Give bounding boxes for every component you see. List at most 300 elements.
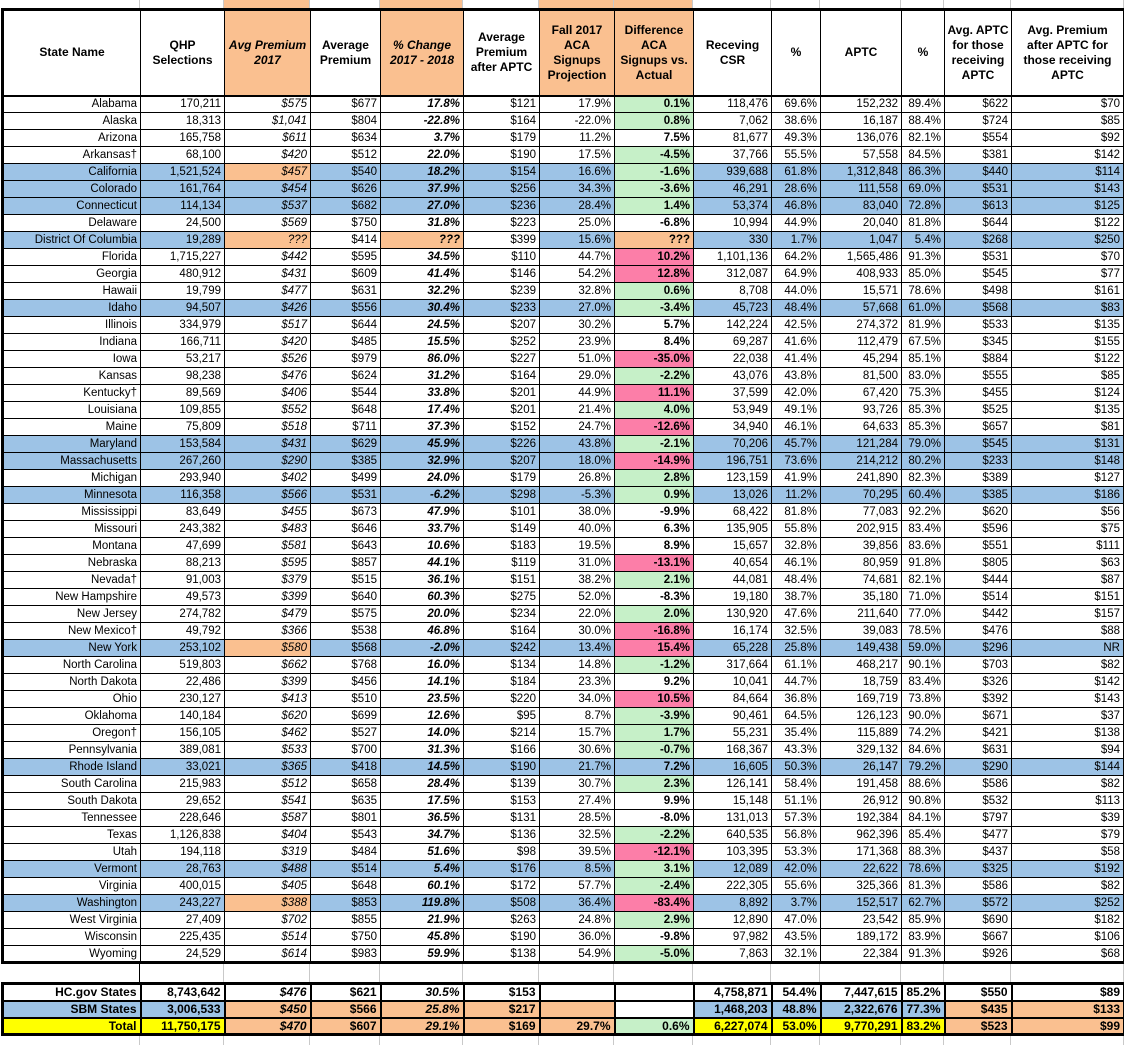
cell-csrpct[interactable]: 47.6% bbox=[772, 606, 821, 623]
cell-avgprem[interactable]: $456 bbox=[311, 674, 381, 691]
cell-fall[interactable]: 36.4% bbox=[540, 895, 615, 912]
cell-qhp[interactable]: 243,227 bbox=[141, 895, 225, 912]
cell-diff[interactable]: -2.2% bbox=[615, 827, 694, 844]
cell-afteraptc[interactable]: $119 bbox=[464, 555, 540, 572]
cell-aptc[interactable]: 45,294 bbox=[821, 351, 902, 368]
cell-afteraptc[interactable]: $201 bbox=[464, 385, 540, 402]
cell-avgaptc[interactable]: $797 bbox=[945, 810, 1012, 827]
col-header-state[interactable]: State Name bbox=[3, 10, 141, 96]
cell-fall[interactable]: 44.7% bbox=[540, 249, 615, 266]
cell-aptc[interactable]: 22,622 bbox=[821, 861, 902, 878]
cell-fall[interactable]: 23.9% bbox=[540, 334, 615, 351]
cell-csr[interactable]: 317,664 bbox=[694, 657, 772, 674]
cell-csrpct[interactable]: 42.0% bbox=[772, 861, 821, 878]
cell-afteraptc[interactable]: $153 bbox=[464, 984, 540, 1001]
cell-qhp[interactable]: 3,006,533 bbox=[141, 1001, 225, 1018]
cell-premafter[interactable]: $122 bbox=[1012, 351, 1124, 368]
cell-avg2017[interactable]: $552 bbox=[225, 402, 311, 419]
cell-afteraptc[interactable]: $101 bbox=[464, 504, 540, 521]
cell-csrpct[interactable]: 64.2% bbox=[772, 249, 821, 266]
cell-pctchange[interactable]: 33.8% bbox=[381, 385, 464, 402]
cell-diff[interactable]: -14.9% bbox=[615, 453, 694, 470]
cell-avgprem[interactable]: $635 bbox=[311, 793, 381, 810]
cell-aptc[interactable]: 136,076 bbox=[821, 130, 902, 147]
cell-csr[interactable]: 84,664 bbox=[694, 691, 772, 708]
cell-diff[interactable]: 2.9% bbox=[615, 912, 694, 929]
cell-aptcpct[interactable]: 83.4% bbox=[902, 521, 945, 538]
cell-avg2017[interactable]: $526 bbox=[225, 351, 311, 368]
cell-aptcpct[interactable]: 92.2% bbox=[902, 504, 945, 521]
cell-aptcpct[interactable]: 82.3% bbox=[902, 470, 945, 487]
cell-state[interactable]: Maryland bbox=[3, 436, 141, 453]
cell-csr[interactable]: 37,766 bbox=[694, 147, 772, 164]
cell-pctchange[interactable]: 5.4% bbox=[381, 861, 464, 878]
cell-avg2017[interactable]: $476 bbox=[225, 984, 311, 1001]
cell-pctchange[interactable]: 14.0% bbox=[381, 725, 464, 742]
cell-premafter[interactable]: $155 bbox=[1012, 334, 1124, 351]
col-header-avgaptc[interactable]: Avg. APTC for those receiving APTC bbox=[945, 10, 1012, 96]
cell-premafter[interactable]: $85 bbox=[1012, 113, 1124, 130]
cell-diff[interactable]: 2.0% bbox=[615, 606, 694, 623]
cell-aptc[interactable]: 35,180 bbox=[821, 589, 902, 606]
cell-avgaptc[interactable]: $440 bbox=[945, 164, 1012, 181]
cell-aptcpct[interactable]: 78.6% bbox=[902, 861, 945, 878]
cell-avg2017[interactable]: $476 bbox=[225, 368, 311, 385]
cell-afteraptc[interactable]: $179 bbox=[464, 130, 540, 147]
cell-diff[interactable]: 2.1% bbox=[615, 572, 694, 589]
cell-qhp[interactable]: 47,699 bbox=[141, 538, 225, 555]
cell-state[interactable]: Minnesota bbox=[3, 487, 141, 504]
cell-aptcpct[interactable]: 84.5% bbox=[902, 147, 945, 164]
cell-csr[interactable]: 34,940 bbox=[694, 419, 772, 436]
cell-aptc[interactable]: 112,479 bbox=[821, 334, 902, 351]
cell-avg2017[interactable]: $420 bbox=[225, 334, 311, 351]
cell-aptcpct[interactable]: 78.5% bbox=[902, 623, 945, 640]
cell-aptc[interactable]: 115,889 bbox=[821, 725, 902, 742]
cell-state[interactable]: Indiana bbox=[3, 334, 141, 351]
cell-csr[interactable]: 22,038 bbox=[694, 351, 772, 368]
cell-state[interactable]: Utah bbox=[3, 844, 141, 861]
cell-afteraptc[interactable]: $201 bbox=[464, 402, 540, 419]
cell-qhp[interactable]: 116,358 bbox=[141, 487, 225, 504]
cell-qhp[interactable]: 230,127 bbox=[141, 691, 225, 708]
cell-qhp[interactable]: 8,743,642 bbox=[141, 984, 225, 1001]
cell-aptcpct[interactable]: 81.8% bbox=[902, 215, 945, 232]
cell-csr[interactable]: 70,206 bbox=[694, 436, 772, 453]
cell-qhp[interactable]: 22,486 bbox=[141, 674, 225, 691]
cell-avg2017[interactable]: $512 bbox=[225, 776, 311, 793]
cell-pctchange[interactable]: 18.2% bbox=[381, 164, 464, 181]
cell-afteraptc[interactable]: $164 bbox=[464, 623, 540, 640]
cell-state[interactable]: Colorado bbox=[3, 181, 141, 198]
cell-qhp[interactable]: 215,983 bbox=[141, 776, 225, 793]
cell-afteraptc[interactable]: $154 bbox=[464, 164, 540, 181]
cell-aptc[interactable]: 329,132 bbox=[821, 742, 902, 759]
cell-avg2017[interactable]: $404 bbox=[225, 827, 311, 844]
cell-afteraptc[interactable]: $152 bbox=[464, 419, 540, 436]
cell-fall[interactable]: 24.8% bbox=[540, 912, 615, 929]
cell-premafter[interactable]: $250 bbox=[1012, 232, 1124, 249]
cell-avgaptc[interactable]: $532 bbox=[945, 793, 1012, 810]
cell-pctchange[interactable]: 30.4% bbox=[381, 300, 464, 317]
cell-pctchange[interactable]: 17.8% bbox=[381, 96, 464, 113]
cell-avgprem[interactable]: $648 bbox=[311, 878, 381, 895]
cell-avgaptc[interactable]: $437 bbox=[945, 844, 1012, 861]
cell-aptc[interactable]: 23,542 bbox=[821, 912, 902, 929]
cell-csrpct[interactable]: 43.8% bbox=[772, 368, 821, 385]
cell-avgaptc[interactable]: $657 bbox=[945, 419, 1012, 436]
cell-premafter[interactable]: $94 bbox=[1012, 742, 1124, 759]
cell-pctchange[interactable]: 46.8% bbox=[381, 623, 464, 640]
cell-premafter[interactable]: $143 bbox=[1012, 691, 1124, 708]
cell-fall[interactable]: -22.0% bbox=[540, 113, 615, 130]
cell-fall[interactable]: 22.0% bbox=[540, 606, 615, 623]
cell-csr[interactable]: 123,159 bbox=[694, 470, 772, 487]
cell-diff[interactable]: -2.4% bbox=[615, 878, 694, 895]
cell-fall[interactable]: 15.7% bbox=[540, 725, 615, 742]
cell-state[interactable]: Montana bbox=[3, 538, 141, 555]
cell-aptcpct[interactable]: 90.8% bbox=[902, 793, 945, 810]
cell-csrpct[interactable]: 44.7% bbox=[772, 674, 821, 691]
cell-aptc[interactable]: 22,384 bbox=[821, 946, 902, 963]
cell-pctchange[interactable]: 3.7% bbox=[381, 130, 464, 147]
cell-avgprem[interactable]: $556 bbox=[311, 300, 381, 317]
cell-fall[interactable] bbox=[540, 984, 615, 1001]
cell-avgaptc[interactable]: $525 bbox=[945, 402, 1012, 419]
cell-diff[interactable]: 0.9% bbox=[615, 487, 694, 504]
cell-premafter[interactable]: $77 bbox=[1012, 266, 1124, 283]
cell-qhp[interactable]: 1,521,524 bbox=[141, 164, 225, 181]
cell-aptcpct[interactable]: 91.3% bbox=[902, 946, 945, 963]
cell-pctchange[interactable]: ??? bbox=[381, 232, 464, 249]
cell-avgaptc[interactable]: $596 bbox=[945, 521, 1012, 538]
cell-afteraptc[interactable]: $239 bbox=[464, 283, 540, 300]
cell-avgprem[interactable]: $855 bbox=[311, 912, 381, 929]
cell-fall[interactable]: 17.9% bbox=[540, 96, 615, 113]
cell-afteraptc[interactable]: $223 bbox=[464, 215, 540, 232]
cell-avg2017[interactable]: $662 bbox=[225, 657, 311, 674]
cell-pctchange[interactable]: 41.4% bbox=[381, 266, 464, 283]
cell-state[interactable]: Connecticut bbox=[3, 198, 141, 215]
cell-csr[interactable]: 8,892 bbox=[694, 895, 772, 912]
cell-csrpct[interactable]: 48.8% bbox=[772, 1001, 821, 1018]
cell-qhp[interactable]: 480,912 bbox=[141, 266, 225, 283]
cell-fall[interactable]: 44.9% bbox=[540, 385, 615, 402]
cell-avg2017[interactable]: $450 bbox=[225, 1001, 311, 1018]
cell-csrpct[interactable]: 25.8% bbox=[772, 640, 821, 657]
cell-avgprem[interactable]: $499 bbox=[311, 470, 381, 487]
cell-avgprem[interactable]: $646 bbox=[311, 521, 381, 538]
cell-afteraptc[interactable]: $183 bbox=[464, 538, 540, 555]
cell-aptcpct[interactable]: 88.4% bbox=[902, 113, 945, 130]
cell-csrpct[interactable]: 54.4% bbox=[772, 984, 821, 1001]
cell-premafter[interactable]: $70 bbox=[1012, 96, 1124, 113]
cell-avg2017[interactable]: $454 bbox=[225, 181, 311, 198]
cell-avg2017[interactable]: $541 bbox=[225, 793, 311, 810]
cell-premafter[interactable]: $89 bbox=[1012, 984, 1124, 1001]
cell-state[interactable]: New Hampshire bbox=[3, 589, 141, 606]
cell-csrpct[interactable]: 47.0% bbox=[772, 912, 821, 929]
cell-avgprem[interactable]: $640 bbox=[311, 589, 381, 606]
cell-qhp[interactable]: 89,569 bbox=[141, 385, 225, 402]
cell-avgaptc[interactable]: $523 bbox=[945, 1018, 1012, 1035]
cell-aptc[interactable]: 70,295 bbox=[821, 487, 902, 504]
cell-csrpct[interactable]: 81.8% bbox=[772, 504, 821, 521]
cell-csrpct[interactable]: 64.5% bbox=[772, 708, 821, 725]
cell-avgprem[interactable]: $515 bbox=[311, 572, 381, 589]
cell-qhp[interactable]: 68,100 bbox=[141, 147, 225, 164]
cell-aptcpct[interactable]: 77.3% bbox=[902, 1001, 945, 1018]
cell-avgprem[interactable]: $512 bbox=[311, 147, 381, 164]
cell-afteraptc[interactable]: $275 bbox=[464, 589, 540, 606]
cell-fall[interactable]: 17.5% bbox=[540, 147, 615, 164]
cell-csr[interactable]: 43,076 bbox=[694, 368, 772, 385]
cell-csr[interactable]: 16,174 bbox=[694, 623, 772, 640]
cell-avgaptc[interactable]: $325 bbox=[945, 861, 1012, 878]
cell-aptc[interactable]: 15,571 bbox=[821, 283, 902, 300]
cell-avgaptc[interactable]: $545 bbox=[945, 436, 1012, 453]
cell-afteraptc[interactable]: $399 bbox=[464, 232, 540, 249]
cell-afteraptc[interactable]: $190 bbox=[464, 759, 540, 776]
cell-aptcpct[interactable]: 85.0% bbox=[902, 266, 945, 283]
cell-avg2017[interactable]: $413 bbox=[225, 691, 311, 708]
cell-qhp[interactable]: 243,382 bbox=[141, 521, 225, 538]
cell-avgaptc[interactable]: $671 bbox=[945, 708, 1012, 725]
cell-csr[interactable]: 1,468,203 bbox=[694, 1001, 772, 1018]
cell-csrpct[interactable]: 48.4% bbox=[772, 572, 821, 589]
cell-avgprem[interactable]: $540 bbox=[311, 164, 381, 181]
cell-afteraptc[interactable]: $236 bbox=[464, 198, 540, 215]
cell-diff[interactable]: 8.9% bbox=[615, 538, 694, 555]
cell-afteraptc[interactable]: $110 bbox=[464, 249, 540, 266]
cell-fall[interactable]: 32.5% bbox=[540, 827, 615, 844]
cell-state[interactable]: North Carolina bbox=[3, 657, 141, 674]
cell-fall[interactable]: 54.9% bbox=[540, 946, 615, 963]
cell-pctchange[interactable]: 15.5% bbox=[381, 334, 464, 351]
cell-avgprem[interactable]: $538 bbox=[311, 623, 381, 640]
cell-premafter[interactable]: $99 bbox=[1012, 1018, 1124, 1035]
cell-avgprem[interactable]: $699 bbox=[311, 708, 381, 725]
cell-aptcpct[interactable]: 88.6% bbox=[902, 776, 945, 793]
cell-afteraptc[interactable]: $226 bbox=[464, 436, 540, 453]
cell-afteraptc[interactable]: $190 bbox=[464, 147, 540, 164]
cell-csrpct[interactable]: 41.4% bbox=[772, 351, 821, 368]
cell-csr[interactable]: 37,599 bbox=[694, 385, 772, 402]
cell-avgprem[interactable]: $682 bbox=[311, 198, 381, 215]
cell-premafter[interactable]: $133 bbox=[1012, 1001, 1124, 1018]
cell-csrpct[interactable]: 28.6% bbox=[772, 181, 821, 198]
cell-diff[interactable]: -2.1% bbox=[615, 436, 694, 453]
cell-afteraptc[interactable]: $146 bbox=[464, 266, 540, 283]
cell-avg2017[interactable]: $620 bbox=[225, 708, 311, 725]
cell-avgaptc[interactable]: $805 bbox=[945, 555, 1012, 572]
cell-afteraptc[interactable]: $207 bbox=[464, 453, 540, 470]
cell-qhp[interactable]: 19,799 bbox=[141, 283, 225, 300]
cell-state[interactable]: Vermont bbox=[3, 861, 141, 878]
cell-aptc[interactable]: 74,681 bbox=[821, 572, 902, 589]
cell-fall[interactable]: 18.0% bbox=[540, 453, 615, 470]
cell-avgaptc[interactable]: $572 bbox=[945, 895, 1012, 912]
cell-fall[interactable]: 14.8% bbox=[540, 657, 615, 674]
cell-csr[interactable]: 8,708 bbox=[694, 283, 772, 300]
cell-pctchange[interactable]: 37.3% bbox=[381, 419, 464, 436]
cell-diff[interactable]: 8.4% bbox=[615, 334, 694, 351]
cell-diff[interactable]: -16.8% bbox=[615, 623, 694, 640]
cell-qhp[interactable]: 28,763 bbox=[141, 861, 225, 878]
cell-qhp[interactable]: 253,102 bbox=[141, 640, 225, 657]
cell-csrpct[interactable]: 61.8% bbox=[772, 164, 821, 181]
cell-csrpct[interactable]: 38.6% bbox=[772, 113, 821, 130]
cell-avgaptc[interactable]: $435 bbox=[945, 1001, 1012, 1018]
cell-diff[interactable]: -12.1% bbox=[615, 844, 694, 861]
cell-avgprem[interactable]: $648 bbox=[311, 402, 381, 419]
cell-fall[interactable]: 11.2% bbox=[540, 130, 615, 147]
cell-avgaptc[interactable]: $551 bbox=[945, 538, 1012, 555]
cell-csrpct[interactable]: 49.1% bbox=[772, 402, 821, 419]
cell-aptc[interactable]: 325,366 bbox=[821, 878, 902, 895]
cell-aptc[interactable]: 7,447,615 bbox=[821, 984, 902, 1001]
cell-aptc[interactable]: 202,915 bbox=[821, 521, 902, 538]
cell-afteraptc[interactable]: $169 bbox=[464, 1018, 540, 1035]
cell-aptc[interactable]: 126,123 bbox=[821, 708, 902, 725]
cell-premafter[interactable]: $138 bbox=[1012, 725, 1124, 742]
cell-avgaptc[interactable]: $326 bbox=[945, 674, 1012, 691]
cell-avgprem[interactable]: $514 bbox=[311, 861, 381, 878]
cell-avg2017[interactable]: $518 bbox=[225, 419, 311, 436]
cell-aptc[interactable]: 16,187 bbox=[821, 113, 902, 130]
cell-pctchange[interactable]: 10.6% bbox=[381, 538, 464, 555]
col-header-afteraptc[interactable]: Average Premium after APTC bbox=[464, 10, 540, 96]
cell-avg2017[interactable]: $702 bbox=[225, 912, 311, 929]
cell-fall[interactable]: 57.7% bbox=[540, 878, 615, 895]
cell-diff[interactable] bbox=[615, 984, 694, 1001]
cell-state[interactable]: District Of Columbia bbox=[3, 232, 141, 249]
cell-pctchange[interactable]: 36.5% bbox=[381, 810, 464, 827]
cell-avgaptc[interactable]: $444 bbox=[945, 572, 1012, 589]
cell-fall[interactable]: 29.7% bbox=[540, 1018, 615, 1035]
cell-csrpct[interactable]: 3.7% bbox=[772, 895, 821, 912]
cell-avg2017[interactable]: $581 bbox=[225, 538, 311, 555]
cell-aptcpct[interactable]: 69.0% bbox=[902, 181, 945, 198]
cell-avgprem[interactable]: $575 bbox=[311, 606, 381, 623]
cell-avgaptc[interactable]: $724 bbox=[945, 113, 1012, 130]
cell-qhp[interactable]: 109,855 bbox=[141, 402, 225, 419]
cell-aptcpct[interactable]: 81.9% bbox=[902, 317, 945, 334]
cell-diff[interactable]: -35.0% bbox=[615, 351, 694, 368]
cell-diff[interactable]: -4.5% bbox=[615, 147, 694, 164]
cell-aptcpct[interactable]: 85.1% bbox=[902, 351, 945, 368]
cell-avgprem[interactable]: $643 bbox=[311, 538, 381, 555]
cell-csr[interactable]: 312,087 bbox=[694, 266, 772, 283]
cell-state[interactable]: Mississippi bbox=[3, 504, 141, 521]
cell-avgaptc[interactable]: $884 bbox=[945, 351, 1012, 368]
cell-aptc[interactable]: 214,212 bbox=[821, 453, 902, 470]
cell-afteraptc[interactable]: $153 bbox=[464, 793, 540, 810]
cell-avgaptc[interactable]: $568 bbox=[945, 300, 1012, 317]
cell-afteraptc[interactable]: $298 bbox=[464, 487, 540, 504]
cell-qhp[interactable]: 140,184 bbox=[141, 708, 225, 725]
cell-csr[interactable]: 7,062 bbox=[694, 113, 772, 130]
cell-avgprem[interactable]: $644 bbox=[311, 317, 381, 334]
cell-avgaptc[interactable]: $550 bbox=[945, 984, 1012, 1001]
cell-afteraptc[interactable]: $166 bbox=[464, 742, 540, 759]
cell-csrpct[interactable]: 42.0% bbox=[772, 385, 821, 402]
cell-csrpct[interactable]: 51.1% bbox=[772, 793, 821, 810]
cell-premafter[interactable]: $148 bbox=[1012, 453, 1124, 470]
cell-avgaptc[interactable]: $533 bbox=[945, 317, 1012, 334]
cell-pctchange[interactable]: -6.2% bbox=[381, 487, 464, 504]
cell-premafter[interactable]: NR bbox=[1012, 640, 1124, 657]
cell-afteraptc[interactable]: $214 bbox=[464, 725, 540, 742]
cell-aptc[interactable]: 77,083 bbox=[821, 504, 902, 521]
cell-state[interactable]: Illinois bbox=[3, 317, 141, 334]
cell-aptc[interactable]: 20,040 bbox=[821, 215, 902, 232]
cell-fall[interactable]: 43.8% bbox=[540, 436, 615, 453]
cell-qhp[interactable]: 33,021 bbox=[141, 759, 225, 776]
cell-pctchange[interactable]: 23.5% bbox=[381, 691, 464, 708]
cell-qhp[interactable]: 29,652 bbox=[141, 793, 225, 810]
cell-aptcpct[interactable]: 85.9% bbox=[902, 912, 945, 929]
cell-aptc[interactable]: 83,040 bbox=[821, 198, 902, 215]
cell-qhp[interactable]: 91,003 bbox=[141, 572, 225, 589]
cell-aptc[interactable]: 57,668 bbox=[821, 300, 902, 317]
cell-afteraptc[interactable]: $131 bbox=[464, 810, 540, 827]
cell-aptc[interactable]: 64,633 bbox=[821, 419, 902, 436]
cell-diff[interactable]: -3.6% bbox=[615, 181, 694, 198]
cell-diff[interactable]: 15.4% bbox=[615, 640, 694, 657]
cell-state[interactable]: Wyoming bbox=[3, 946, 141, 963]
cell-aptc[interactable]: 189,172 bbox=[821, 929, 902, 946]
cell-qhp[interactable]: 293,940 bbox=[141, 470, 225, 487]
cell-avgaptc[interactable]: $392 bbox=[945, 691, 1012, 708]
cell-csr[interactable]: 130,920 bbox=[694, 606, 772, 623]
cell-csrpct[interactable]: 55.6% bbox=[772, 878, 821, 895]
cell-diff[interactable]: 1.7% bbox=[615, 725, 694, 742]
cell-avg2017[interactable]: $319 bbox=[225, 844, 311, 861]
cell-afteraptc[interactable]: $508 bbox=[464, 895, 540, 912]
cell-diff[interactable]: ??? bbox=[615, 232, 694, 249]
cell-avg2017[interactable]: $470 bbox=[225, 1018, 311, 1035]
cell-diff[interactable]: 9.9% bbox=[615, 793, 694, 810]
cell-state[interactable]: Maine bbox=[3, 419, 141, 436]
cell-csrpct[interactable]: 41.6% bbox=[772, 334, 821, 351]
cell-state[interactable]: Virginia bbox=[3, 878, 141, 895]
cell-avgaptc[interactable]: $421 bbox=[945, 725, 1012, 742]
cell-premafter[interactable]: $82 bbox=[1012, 657, 1124, 674]
cell-premafter[interactable]: $142 bbox=[1012, 147, 1124, 164]
cell-aptc[interactable]: 169,719 bbox=[821, 691, 902, 708]
cell-avgprem[interactable]: $750 bbox=[311, 929, 381, 946]
cell-pctchange[interactable]: 86.0% bbox=[381, 351, 464, 368]
cell-pctchange[interactable]: -22.8% bbox=[381, 113, 464, 130]
cell-csrpct[interactable]: 50.3% bbox=[772, 759, 821, 776]
cell-pctchange[interactable]: 29.1% bbox=[381, 1018, 464, 1035]
cell-afteraptc[interactable]: $149 bbox=[464, 521, 540, 538]
cell-diff[interactable]: 12.8% bbox=[615, 266, 694, 283]
cell-csr[interactable]: 196,751 bbox=[694, 453, 772, 470]
cell-premafter[interactable]: $85 bbox=[1012, 368, 1124, 385]
cell-aptc[interactable]: 274,372 bbox=[821, 317, 902, 334]
cell-avgprem[interactable]: $711 bbox=[311, 419, 381, 436]
cell-premafter[interactable]: $87 bbox=[1012, 572, 1124, 589]
cell-fall[interactable]: 24.7% bbox=[540, 419, 615, 436]
cell-qhp[interactable]: 75,809 bbox=[141, 419, 225, 436]
cell-avgprem[interactable]: $677 bbox=[311, 96, 381, 113]
cell-avgaptc[interactable]: $381 bbox=[945, 147, 1012, 164]
cell-csr[interactable]: 7,863 bbox=[694, 946, 772, 963]
cell-avgprem[interactable]: $700 bbox=[311, 742, 381, 759]
cell-avg2017[interactable]: $426 bbox=[225, 300, 311, 317]
